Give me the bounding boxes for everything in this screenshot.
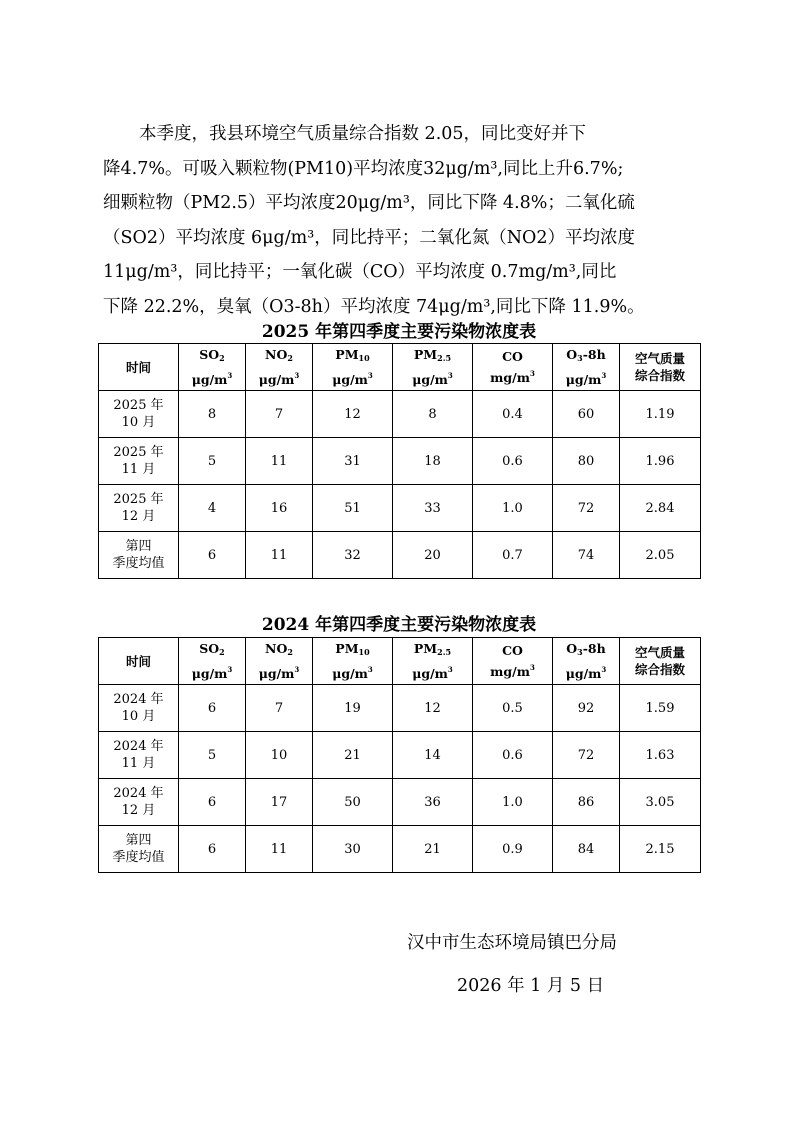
table-cell: 2024 年 10 月: [99, 685, 179, 732]
table-row: [99, 732, 701, 779]
header-so2: $SO_2$ $\mu g/m^3$: [179, 344, 246, 391]
summary-line: 11μg/m³，同比持平；一氧化碳（CO）平均浓度 0.7mg/m³,同比: [103, 262, 617, 283]
summary-line: 降4.7%。可吸入颗粒物(PM10)平均浓度32μg/m³,同比上升6.7%;: [103, 158, 624, 179]
table-2024-title: 2024 年第四季度主要污染物浓度表: [261, 615, 537, 635]
header-o3: $O_3-8h$ $\mu g/m^3$: [553, 638, 620, 685]
header-aqi: 空气质量 综合指数: [620, 344, 701, 391]
table-cell: 80: [553, 438, 620, 485]
table-cell: 11: [246, 826, 313, 873]
table-cell: 0.5: [473, 685, 553, 732]
table-cell: 2025 年 11 月: [99, 438, 179, 485]
table-cell: 0.6: [473, 732, 553, 779]
table-cell: 1.0: [473, 779, 553, 826]
table-cell: 6: [179, 532, 246, 579]
summary-line: 本季度，我县环境空气质量综合指数 2.05，同比变好并下: [139, 124, 587, 144]
header-pm10: $PM_{10}$ $\mu g/m^3$: [313, 344, 393, 391]
table-cell: 12: [313, 391, 393, 438]
table-cell: 第四 季度均值: [99, 532, 179, 579]
header-aqi: 空气质量 综合指数: [620, 638, 701, 685]
header-pm25: $PM_{2.5}$ $\mu g/m^3$: [393, 344, 473, 391]
table-cell: 2025 年 10 月: [99, 391, 179, 438]
table-cell: 0.7: [473, 532, 553, 579]
summary-paragraph: [103, 117, 695, 325]
table-cell: 6: [179, 779, 246, 826]
table-cell: 3.05: [620, 779, 701, 826]
table-row: [99, 779, 701, 826]
table-cell: 21: [393, 826, 473, 873]
table-cell: 0.4: [473, 391, 553, 438]
table-cell: 7: [246, 685, 313, 732]
table-cell: 第四 季度均值: [99, 826, 179, 873]
table-cell: 30: [313, 826, 393, 873]
table-cell: 6: [179, 685, 246, 732]
table-cell: 60: [553, 391, 620, 438]
issuing-organization: 汉中市生态环境局镇巴分局: [407, 933, 617, 953]
table-2024: [98, 637, 701, 873]
table-header-row: [99, 638, 701, 685]
table-cell: 1.59: [620, 685, 701, 732]
header-no2: $NO_2$ $\mu g/m^3$: [246, 638, 313, 685]
table-cell: 14: [393, 732, 473, 779]
table-header-row: [99, 344, 701, 391]
table-cell: 36: [393, 779, 473, 826]
table-cell: 11: [246, 532, 313, 579]
table-2025-title: 2025 年第四季度主要污染物浓度表: [261, 322, 537, 342]
table-cell: 17: [246, 779, 313, 826]
table-cell: 11: [246, 438, 313, 485]
table-cell: 12: [393, 685, 473, 732]
header-o3: $O_3-8h$ $\mu g/m^3$: [553, 344, 620, 391]
table-cell: 10: [246, 732, 313, 779]
table-cell: 32: [313, 532, 393, 579]
table-cell: 74: [553, 532, 620, 579]
table-cell: 31: [313, 438, 393, 485]
table-cell: 1.19: [620, 391, 701, 438]
table-row: [99, 438, 701, 485]
table-cell: 18: [393, 438, 473, 485]
header-time: 时间: [99, 344, 179, 391]
table-cell: 8: [393, 391, 473, 438]
summary-line: 下降 22.2%，臭氧（O3-8h）平均浓度 74μg/m³,同比下降 11.9%。: [103, 296, 645, 317]
table-row: [99, 485, 701, 532]
table-cell: 5: [179, 732, 246, 779]
table-cell: 16: [246, 485, 313, 532]
header-pm10: $PM_{10}$ $\mu g/m^3$: [313, 638, 393, 685]
table-cell: 72: [553, 732, 620, 779]
table-cell: 84: [553, 826, 620, 873]
summary-line: （SO2）平均浓度 6μg/m³，同比持平；二氧化氮（NO2）平均浓度: [103, 227, 636, 248]
table-cell: 4: [179, 485, 246, 532]
header-co: CO $mg/m^3$: [473, 638, 553, 685]
table-cell: 7: [246, 391, 313, 438]
table-cell: 6: [179, 826, 246, 873]
table-cell: 2.05: [620, 532, 701, 579]
table-cell: 1.0: [473, 485, 553, 532]
header-no2: $NO_2$ $\mu g/m^3$: [246, 344, 313, 391]
table-cell: 19: [313, 685, 393, 732]
table-cell: 50: [313, 779, 393, 826]
table-cell: 2025 年 12 月: [99, 485, 179, 532]
table-cell: 33: [393, 485, 473, 532]
table-cell: 2024 年 12 月: [99, 779, 179, 826]
header-co: CO $mg/m^3$: [473, 344, 553, 391]
table-cell: 92: [553, 685, 620, 732]
summary-line: 细颗粒物（PM2.5）平均浓度20μg/m³，同比下降 4.8%；二氧化硫: [103, 193, 635, 214]
table-row: [99, 532, 701, 579]
table-cell: 86: [553, 779, 620, 826]
table-cell: 1.96: [620, 438, 701, 485]
table-cell: 1.63: [620, 732, 701, 779]
header-so2: $SO_2$ $\mu g/m^3$: [179, 638, 246, 685]
header-time: 时间: [99, 638, 179, 685]
table-cell: 5: [179, 438, 246, 485]
table-row: [99, 391, 701, 438]
table-cell: 51: [313, 485, 393, 532]
table-row: [99, 826, 701, 873]
table-2025: [98, 343, 701, 579]
table-cell: 0.6: [473, 438, 553, 485]
table-cell: 20: [393, 532, 473, 579]
table-cell: 8: [179, 391, 246, 438]
table-cell: 2024 年 11 月: [99, 732, 179, 779]
table-cell: 72: [553, 485, 620, 532]
table-cell: 2.84: [620, 485, 701, 532]
table-cell: 21: [313, 732, 393, 779]
table-row: [99, 685, 701, 732]
header-pm25: $PM_{2.5}$ $\mu g/m^3$: [393, 638, 473, 685]
table-cell: 2.15: [620, 826, 701, 873]
table-cell: 0.9: [473, 826, 553, 873]
issue-date: 2026 年 1 月 5 日: [457, 976, 605, 996]
